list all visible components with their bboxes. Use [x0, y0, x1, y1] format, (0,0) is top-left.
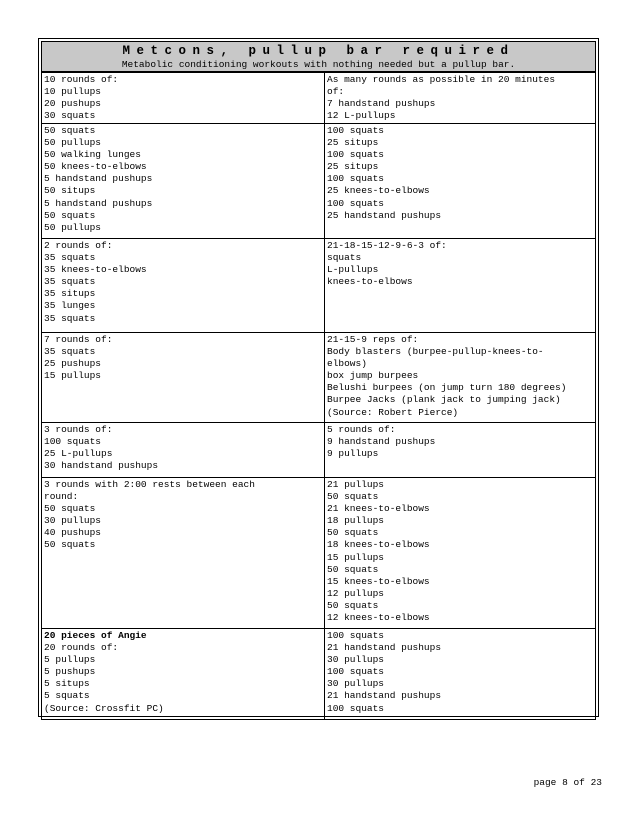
table-row [42, 73, 596, 124]
table-row [42, 629, 596, 720]
table-row [42, 239, 596, 333]
workout-cell: 5 rounds of: 9 handstand pushups 9 pullups [325, 423, 596, 478]
title-banner [41, 41, 596, 72]
page-subtitle: Metabolic conditioning workouts with nothing needed but a pullup bar. [121, 59, 516, 70]
workout-cell: 3 rounds of: 100 squats 25 L-pullups 30 handstand pushups [42, 423, 325, 478]
table-row [42, 124, 596, 239]
page-title: Metcons, pullup bar required [122, 44, 515, 58]
workout-cell: 21-18-15-12-9-6-3 of: squats L-pullups knees-to-elbows [325, 239, 596, 333]
table-row [42, 333, 596, 423]
workout-cell [42, 629, 325, 720]
workout-heading: 20 pieces of Angie [44, 630, 147, 641]
workout-cell: 100 squats 25 situps 100 squats 25 situps 100 squats 25 knees-to-elbows 100 squats 25 handstand pushups [325, 124, 596, 239]
workout-cell: 2 rounds of: 35 squats 35 knees-to-elbows 35 squats 35 situps 35 lunges 35 squats [42, 239, 325, 333]
workout-cell: 7 rounds of: 35 squats 25 pushups 15 pullups [42, 333, 325, 423]
workout-cell: 50 squats 50 pullups 50 walking lunges 50 knees-to-elbows 5 handstand pushups 50 situps 5 handstand pushups 50 squats 50 pullups [42, 124, 325, 239]
workout-table-frame [38, 38, 599, 717]
workout-cell: 100 squats 21 handstand pushups 30 pullups 100 squats 30 pullups 21 handstand pushups 100 squats [325, 629, 596, 720]
workout-cell: 3 rounds with 2:00 rests between each round: 50 squats 30 pullups 40 pushups 50 squats [42, 478, 325, 629]
workout-grid [41, 72, 596, 720]
workout-text: 20 rounds of: 5 pullups 5 pushups 5 situps 5 squats (Source: Crossfit PC) [44, 642, 164, 714]
table-row [42, 478, 596, 629]
page-number: page 8 of 23 [533, 777, 602, 788]
workout-cell: As many rounds as possible in 20 minutes of: 7 handstand pushups 12 L-pullups [325, 73, 596, 124]
workout-cell: 10 rounds of: 10 pullups 20 pushups 30 squats [42, 73, 325, 124]
workout-cell: 21 pullups 50 squats 21 knees-to-elbows 18 pullups 50 squats 18 knees-to-elbows 15 pullups 50 squats 15 knees-to-elbows 12 pullups 50 squats 12 knees-to-elbows [325, 478, 596, 629]
workout-cell: 21-15-9 reps of: Body blasters (burpee-pullup-knees-to- elbows) box jump burpees Belushi burpees (on jump turn 180 degrees) Burpee Jacks (plank jack to jumping jack) (Source: Robert Pierce) [325, 333, 596, 423]
table-row [42, 423, 596, 478]
